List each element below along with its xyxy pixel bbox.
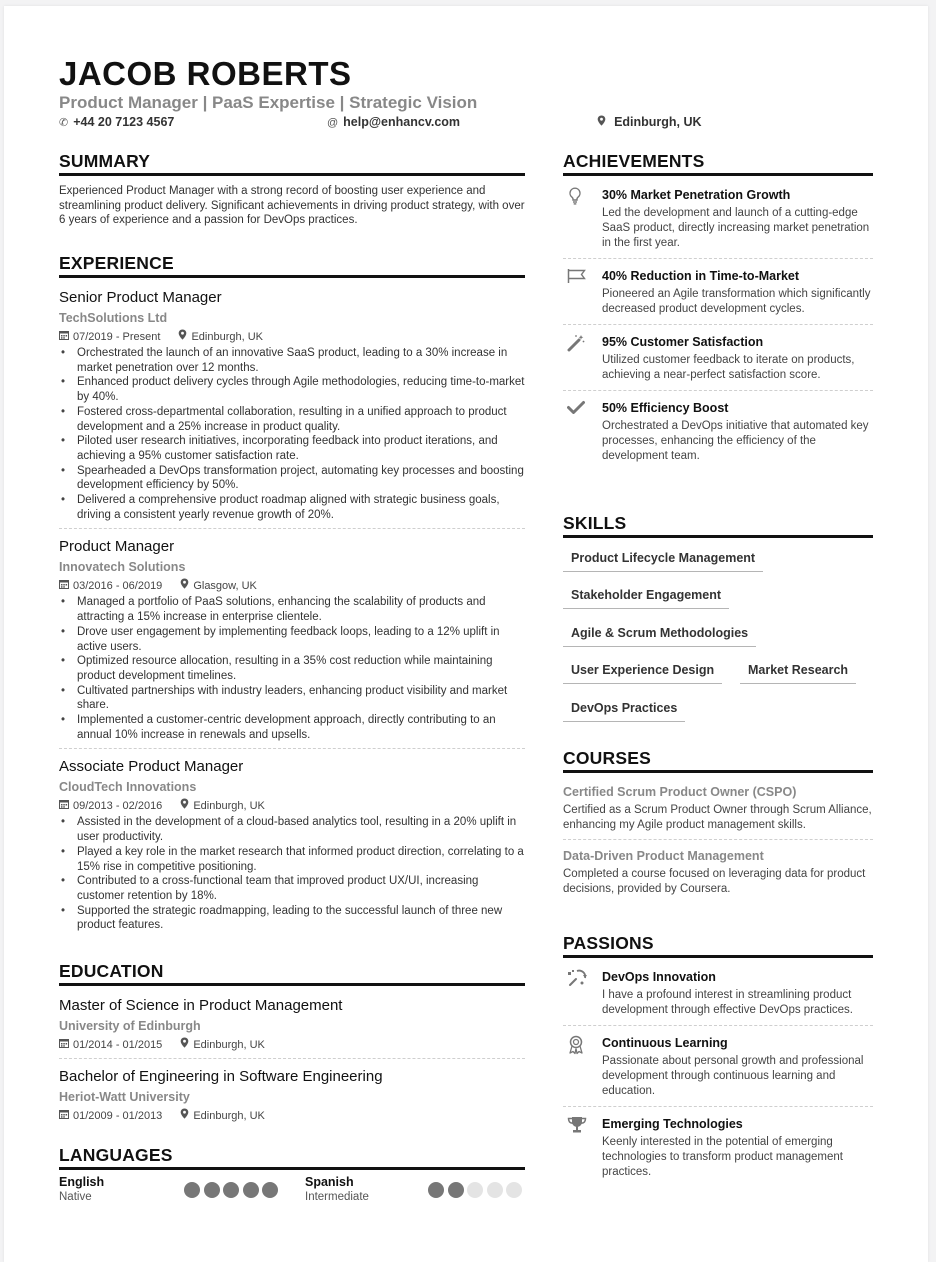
bullet-item: • Orchestrated the launch of an innovative SaaS product, leading to a 30% increase in market penetration over 12 months. — [59, 346, 525, 375]
calendar-icon — [59, 800, 69, 812]
languages-heading: LANGUAGES — [59, 1145, 525, 1170]
language-level: Intermediate — [305, 1191, 369, 1203]
location-text: Edinburgh, UK — [614, 115, 702, 129]
company-name: CloudTech Innovations — [59, 780, 197, 795]
location-pin-icon — [180, 1039, 189, 1051]
achievement-item — [563, 400, 873, 464]
divider — [563, 324, 873, 325]
skill-tag: Product Lifecycle Management — [563, 550, 763, 572]
achievement-desc: Utilized customer feedback to iterate on products, achieving a near-perfect satisfaction score. — [602, 354, 855, 381]
resume-page — [4, 6, 928, 1262]
skill-tag: DevOps Practices — [563, 700, 685, 722]
language-name: English — [59, 1175, 105, 1189]
location-pin-icon — [180, 800, 189, 812]
devops-icon — [567, 969, 589, 989]
bullet-item: • Cultivated partnerships with industry leaders, enhancing product visibility and market share. — [59, 684, 525, 713]
job-bullets — [59, 595, 525, 742]
phone-number: +44 20 7123 4567 — [73, 115, 175, 129]
course-item — [563, 848, 873, 897]
passions-section — [563, 933, 873, 1180]
flag-icon — [567, 268, 589, 288]
company-name: Innovatech Solutions — [59, 560, 186, 575]
job-meta — [59, 578, 525, 593]
bullet-item: • Assisted in the development of a cloud-based analytics tool, resulting in a 20% uplift in user productivity. — [59, 815, 525, 844]
language-item — [305, 1175, 369, 1205]
at-icon: @ — [327, 117, 339, 129]
education-section — [59, 961, 525, 1123]
skill-tag: User Experience Design — [563, 662, 722, 684]
education-location: Edinburgh, UK — [193, 1110, 265, 1122]
location-contact — [597, 114, 702, 131]
bullet-item: • Enhanced product delivery cycles through Agile methodologies, reducing time-to-market by 40%. — [59, 375, 525, 404]
passion-desc: Passionate about personal growth and professional development through continuous learning and education. — [602, 1055, 864, 1097]
job-title: Associate Product Manager — [59, 758, 244, 776]
email-address: help@enhancv.com — [343, 115, 461, 129]
education-meta — [59, 1037, 525, 1052]
achievement-desc: Led the development and launch of a cutting-edge SaaS product, directly increasing market penetration in the first year. — [602, 207, 870, 249]
courses-heading: COURSES — [563, 748, 873, 773]
passion-title: Emerging Technologies — [602, 1117, 743, 1131]
degree-title: Master of Science in Product Management — [59, 997, 343, 1014]
summary-text: Experienced Product Manager with a strong record of boosting user experience and streamlining product delivery. Significant achievements in driving product strategy, with over 6 years of experience and a passion for DevOps practices. — [59, 185, 525, 226]
education-dates: 01/2009 - 01/2013 — [73, 1110, 163, 1122]
checkmark-icon — [567, 400, 589, 420]
award-icon — [567, 1035, 589, 1055]
calendar-icon — [59, 1039, 69, 1051]
achievement-item — [563, 187, 873, 251]
divider — [59, 1058, 525, 1059]
passion-item — [563, 969, 873, 1018]
summary-heading: SUMMARY — [59, 151, 525, 176]
job-location: Edinburgh, UK — [193, 800, 265, 813]
bullet-item: • Managed a portfolio of PaaS solutions, enhancing the scalability of products and attracting a 15% increase in enterprise clientele. — [59, 595, 525, 624]
bullet-item: • Supported the strategic roadmapping, leading to the successful launch of three new product features. — [59, 904, 525, 933]
school-name: University of Edinburgh — [59, 1019, 201, 1033]
rating-dot-empty — [467, 1182, 483, 1198]
passion-item — [563, 1116, 873, 1180]
languages-section — [59, 1145, 525, 1170]
education-entry — [59, 1068, 525, 1123]
achievement-desc: Orchestrated a DevOps initiative that automated key processes, enhancing the efficiency of the development team. — [602, 420, 869, 462]
bullet-item: • Delivered a comprehensive product roadmap aligned with strategic business goals, driving a consistent yearly revenue growth of 20%. — [59, 493, 525, 522]
rating-dot-filled — [448, 1182, 464, 1198]
lightbulb-icon — [567, 187, 589, 207]
degree-title: Bachelor of Engineering in Software Engineering — [59, 1068, 383, 1085]
location-pin-icon — [597, 117, 609, 129]
calendar-icon — [59, 1110, 69, 1122]
achievement-title: 40% Reduction in Time-to-Market — [602, 269, 800, 283]
company-name: TechSolutions Ltd — [59, 311, 168, 325]
bullet-item: • Optimized resource allocation, resulting in a 35% cost reduction while maintaining product development timelines. — [59, 654, 525, 683]
achievements-section — [563, 151, 873, 464]
achievement-desc: Pioneered an Agile transformation which significantly decreased product development cycles. — [602, 288, 871, 315]
bullet-item: • Fostered cross-departmental collaboration, resulting in a unified approach to product development and a 25% increase in product quality. — [59, 405, 525, 434]
job-location: Glasgow, UK — [193, 580, 257, 593]
divider — [59, 748, 525, 749]
language-name: Spanish — [305, 1175, 354, 1189]
skill-tag: Agile & Scrum Methodologies — [563, 625, 756, 647]
rating-dot-filled — [204, 1182, 220, 1198]
job-meta — [59, 329, 525, 344]
job-bullets — [59, 815, 525, 933]
courses-section — [563, 748, 873, 897]
language-level: Native — [59, 1191, 92, 1203]
rating-dot-filled — [262, 1182, 278, 1198]
achievements-heading: ACHIEVEMENTS — [563, 151, 873, 176]
skills-heading: SKILLS — [563, 513, 873, 538]
achievement-item — [563, 268, 873, 317]
bullet-item: • Piloted user research initiatives, incorporating feedback into product iterations, and achieving a 95% customer satisfaction rate. — [59, 434, 525, 463]
skill-tag: Stakeholder Engagement — [563, 587, 729, 609]
divider — [563, 258, 873, 259]
achievement-title: 30% Market Penetration Growth — [602, 188, 791, 202]
headline: Product Manager | PaaS Expertise | Strategic Vision — [59, 93, 478, 112]
location-pin-icon — [180, 1110, 189, 1122]
language-rating-english — [184, 1182, 282, 1203]
job-entry — [59, 289, 525, 522]
experience-section — [59, 253, 525, 933]
job-dates: 07/2019 - Present — [73, 331, 161, 343]
divider — [563, 390, 873, 391]
job-dates: 09/2013 - 02/2016 — [73, 800, 163, 813]
trophy-icon — [567, 1116, 589, 1136]
bullet-item: • Implemented a customer-centric development approach, directly contributing to an annual 10% increase in renewals and upsells. — [59, 713, 525, 742]
magic-wand-icon — [567, 334, 589, 354]
skills-section — [563, 513, 873, 538]
candidate-name: JACOB ROBERTS — [59, 55, 352, 92]
course-title: Data-Driven Product Management — [563, 849, 764, 863]
phone-contact[interactable] — [59, 114, 174, 131]
job-entry — [59, 538, 525, 742]
calendar-icon — [59, 331, 69, 343]
achievement-title: 95% Customer Satisfaction — [602, 335, 764, 349]
divider — [563, 1106, 873, 1107]
rating-dot-filled — [223, 1182, 239, 1198]
job-bullets — [59, 346, 525, 522]
education-heading: EDUCATION — [59, 961, 525, 986]
course-title: Certified Scrum Product Owner (CSPO) — [563, 785, 797, 799]
rating-dot-filled — [428, 1182, 444, 1198]
job-meta — [59, 798, 525, 813]
passion-desc: Keenly interested in the potential of emerging technologies to transform product management practices. — [602, 1136, 843, 1178]
job-title: Product Manager — [59, 538, 175, 556]
summary-section — [59, 151, 525, 228]
education-meta — [59, 1108, 525, 1123]
school-name: Heriot-Watt University — [59, 1090, 190, 1104]
email-contact[interactable] — [327, 114, 460, 131]
language-rating-spanish — [428, 1182, 526, 1203]
experience-heading: EXPERIENCE — [59, 253, 525, 278]
job-dates: 03/2016 - 06/2019 — [73, 580, 163, 593]
rating-dot-filled — [184, 1182, 200, 1198]
course-item — [563, 784, 873, 833]
bullet-item: • Spearheaded a DevOps transformation project, automating key processes and boosting development efficiency by 50%. — [59, 464, 525, 493]
divider — [563, 839, 873, 840]
achievement-item — [563, 334, 873, 383]
language-item — [59, 1175, 104, 1205]
job-entry — [59, 758, 525, 933]
job-title: Senior Product Manager — [59, 289, 222, 306]
passion-item — [563, 1035, 873, 1099]
course-desc: Certified as a Scrum Product Owner through Scrum Alliance, enhancing my Agile product management skills. — [563, 804, 872, 831]
rating-dot-filled — [243, 1182, 259, 1198]
bullet-item: • Played a key role in the market research that informed product direction, correlating to a 15% rise in competitive positioning. — [59, 845, 525, 874]
passion-title: Continuous Learning — [602, 1036, 728, 1050]
passion-desc: I have a profound interest in streamlining product development through effective DevOps practices. — [602, 989, 854, 1016]
bullet-item: • Drove user engagement by implementing feedback loops, leading to a 12% uplift in active users. — [59, 625, 525, 654]
passion-title: DevOps Innovation — [602, 970, 716, 984]
phone-icon: ✆ — [59, 117, 69, 129]
passions-heading: PASSIONS — [563, 933, 873, 958]
skill-tag: Market Research — [740, 662, 856, 684]
education-location: Edinburgh, UK — [193, 1039, 265, 1051]
calendar-icon — [59, 580, 69, 592]
divider — [563, 1025, 873, 1026]
education-entry — [59, 997, 525, 1052]
rating-dot-empty — [487, 1182, 503, 1198]
bullet-item: • Contributed to a cross-functional team that improved product UX/UI, increasing customer retention by 18%. — [59, 874, 525, 903]
course-desc: Completed a course focused on leveraging data for product decisions, provided by Coursera. — [563, 868, 866, 895]
rating-dot-empty — [506, 1182, 522, 1198]
achievement-title: 50% Efficiency Boost — [602, 401, 729, 415]
location-pin-icon — [180, 580, 189, 592]
job-location: Edinburgh, UK — [191, 331, 263, 343]
location-pin-icon — [178, 331, 187, 343]
divider — [59, 528, 525, 529]
education-dates: 01/2014 - 01/2015 — [73, 1039, 163, 1051]
